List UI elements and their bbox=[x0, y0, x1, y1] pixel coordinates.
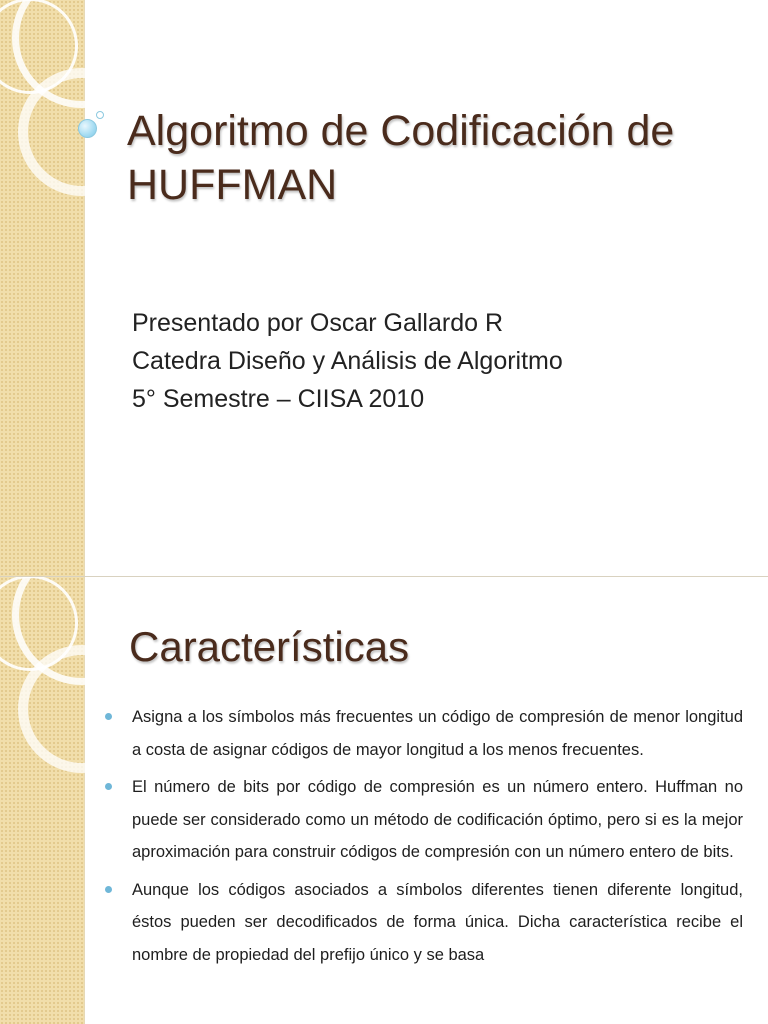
bullet-dot-icon bbox=[105, 713, 112, 720]
subtitle-line: 5° Semestre – CIISA 2010 bbox=[132, 385, 425, 413]
bullet-text: Asigna a los símbolos más frecuentes un código de compresión de menor longitud a costa de asignar códigos de mayor longitud a los menos frecuentes. bbox=[132, 708, 743, 759]
slide-heading: Características bbox=[129, 623, 410, 670]
bubble-icon bbox=[78, 119, 97, 138]
bullet-item bbox=[103, 874, 743, 972]
bullet-text: Aunque los códigos asociados a símbolos diferentes tienen diferente longitud, éstos pueden ser decodificados de forma única. Dicha característica recibe el nombre de propiedad del prefijo único y se basa bbox=[132, 880, 743, 964]
bullet-dot-icon bbox=[105, 886, 112, 893]
bullet-text: El número de bits por código de compresión es un número entero. Huffman no puede ser considerado como un método de codificación óptimo, pero si es la mejor aproximación para construir códigos de compresión con un número entero de bits. bbox=[132, 778, 743, 861]
bullet-item bbox=[103, 701, 743, 766]
subtitle-line: Catedra Diseño y Análisis de Algoritmo bbox=[132, 347, 563, 375]
bullet-list bbox=[103, 701, 743, 976]
slide-subtitle bbox=[132, 304, 732, 418]
bubble-icon bbox=[96, 111, 104, 119]
subtitle-line: Presentado por Oscar Gallardo R bbox=[132, 309, 504, 337]
slide-title bbox=[127, 104, 747, 212]
bullet-dot-icon bbox=[105, 783, 112, 790]
content-slide bbox=[0, 577, 768, 1024]
slide-title-line: HUFFMAN bbox=[127, 161, 338, 209]
slide-title-line: Algoritmo de Codificación de bbox=[127, 107, 675, 155]
bullet-item bbox=[103, 771, 743, 869]
